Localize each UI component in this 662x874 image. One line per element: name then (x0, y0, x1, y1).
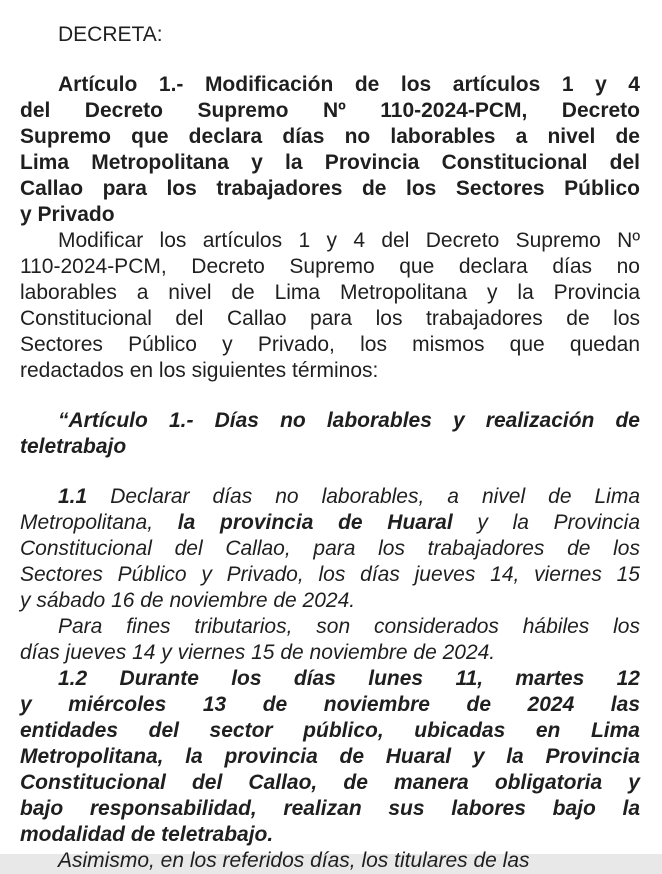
text-line (20, 306, 640, 332)
text-line (20, 124, 640, 150)
text-segment: laborables a nivel de Lima Metropolitana y la Provincia (20, 281, 640, 304)
text-line (20, 796, 640, 822)
text-segment: Declarar días no laborables, a nivel de Lima (87, 485, 640, 508)
text-segment: y Privado (20, 203, 115, 226)
text-segment: y sábado 16 de noviembre de 2024. (20, 589, 356, 612)
text-line (20, 72, 640, 98)
text-line (20, 408, 640, 434)
text-segment: bajo responsabilidad, realizan sus labores bajo la (20, 797, 640, 820)
text-line (20, 848, 640, 874)
modificar-paragraph (20, 228, 640, 384)
text-segment: 1.2 Durante los días lunes 11, martes 12 (58, 667, 640, 690)
text-line (20, 332, 640, 358)
text-segment: redactados en los siguientes términos: (20, 359, 379, 382)
text-segment: Sectores Público y Privado, los días jueves 14, viernes 15 (20, 563, 640, 586)
decreta-line (20, 22, 640, 48)
text-segment: Constitucional del Callao, de manera obligatoria y (20, 771, 640, 794)
text-line (20, 640, 640, 666)
text-line (20, 510, 640, 536)
text-segment: 110-2024-PCM, Decreto Supremo que declara días no (20, 255, 640, 278)
text-line (20, 228, 640, 254)
text-segment: del Decreto Supremo Nº 110-2024-PCM, Decreto (20, 99, 640, 122)
text-line (20, 770, 640, 796)
text-segment: Para fines tributarios, son considerados hábiles los (58, 615, 640, 638)
text-segment: entidades del sector público, ubicadas en Lima (20, 719, 640, 742)
text-segment: la provincia de Huaral (177, 511, 453, 534)
text-segment: Supremo que declara días no laborables a nivel de (20, 125, 640, 148)
text-line (20, 98, 640, 124)
text-line (20, 254, 640, 280)
para-fines-paragraph (20, 614, 640, 666)
text-segment: Asimismo, en los referidos días, los titulares de las (58, 849, 530, 872)
quoted-article-1-heading (20, 408, 640, 460)
text-segment: Constitucional del Callao para los trabajadores de los (20, 307, 640, 330)
article-1-heading (20, 72, 640, 228)
text-line (20, 536, 640, 562)
text-segment: modalidad de teletrabajo. (20, 823, 274, 846)
text-line (20, 692, 640, 718)
text-line (20, 666, 640, 692)
text-line (20, 202, 640, 228)
text-segment: y la Provincia (452, 511, 641, 534)
text-segment: Artículo 1.- Modificación de los artículos 1 y 4 (58, 73, 640, 96)
clipped-next-line (20, 848, 640, 872)
text-line (20, 176, 640, 202)
text-segment: y miércoles 13 de noviembre de 2024 las (20, 693, 640, 716)
text-line (20, 614, 640, 640)
text-line (20, 588, 640, 614)
text-line (20, 822, 640, 848)
text-line (20, 150, 640, 176)
text-segment: Callao para los trabajadores de los Sectores Público (20, 177, 640, 200)
text-line (20, 562, 640, 588)
text-segment: “Artículo 1.- Días no laborables y realización de (58, 409, 640, 432)
text-line (20, 22, 640, 48)
text-segment: Modificar los artículos 1 y 4 del Decreto Supremo Nº (58, 229, 640, 252)
text-segment: Lima Metropolitana y la Provincia Constitucional del (20, 151, 640, 174)
text-segment: Sectores Público y Privado, los mismos que quedan (20, 333, 640, 356)
text-line (20, 358, 640, 384)
text-segment: Metropolitana, (20, 511, 178, 534)
text-segment: Metropolitana, la provincia de Huaral y la Provincia (20, 745, 640, 768)
text-segment: DECRETA: (58, 23, 163, 46)
text-segment: 1.1 (58, 485, 88, 508)
clause-1-2 (20, 666, 640, 848)
text-line (20, 718, 640, 744)
text-line (20, 484, 640, 510)
text-segment: teletrabajo (20, 435, 127, 458)
document-body (20, 22, 641, 872)
text-line (20, 280, 640, 306)
text-line (20, 744, 640, 770)
clause-1-1 (20, 484, 640, 614)
text-segment: Constitucional del Callao, para los trabajadores de los (20, 537, 640, 560)
text-line (20, 434, 640, 460)
text-segment: días jueves 14 y viernes 15 de noviembre de 2024. (20, 641, 496, 664)
